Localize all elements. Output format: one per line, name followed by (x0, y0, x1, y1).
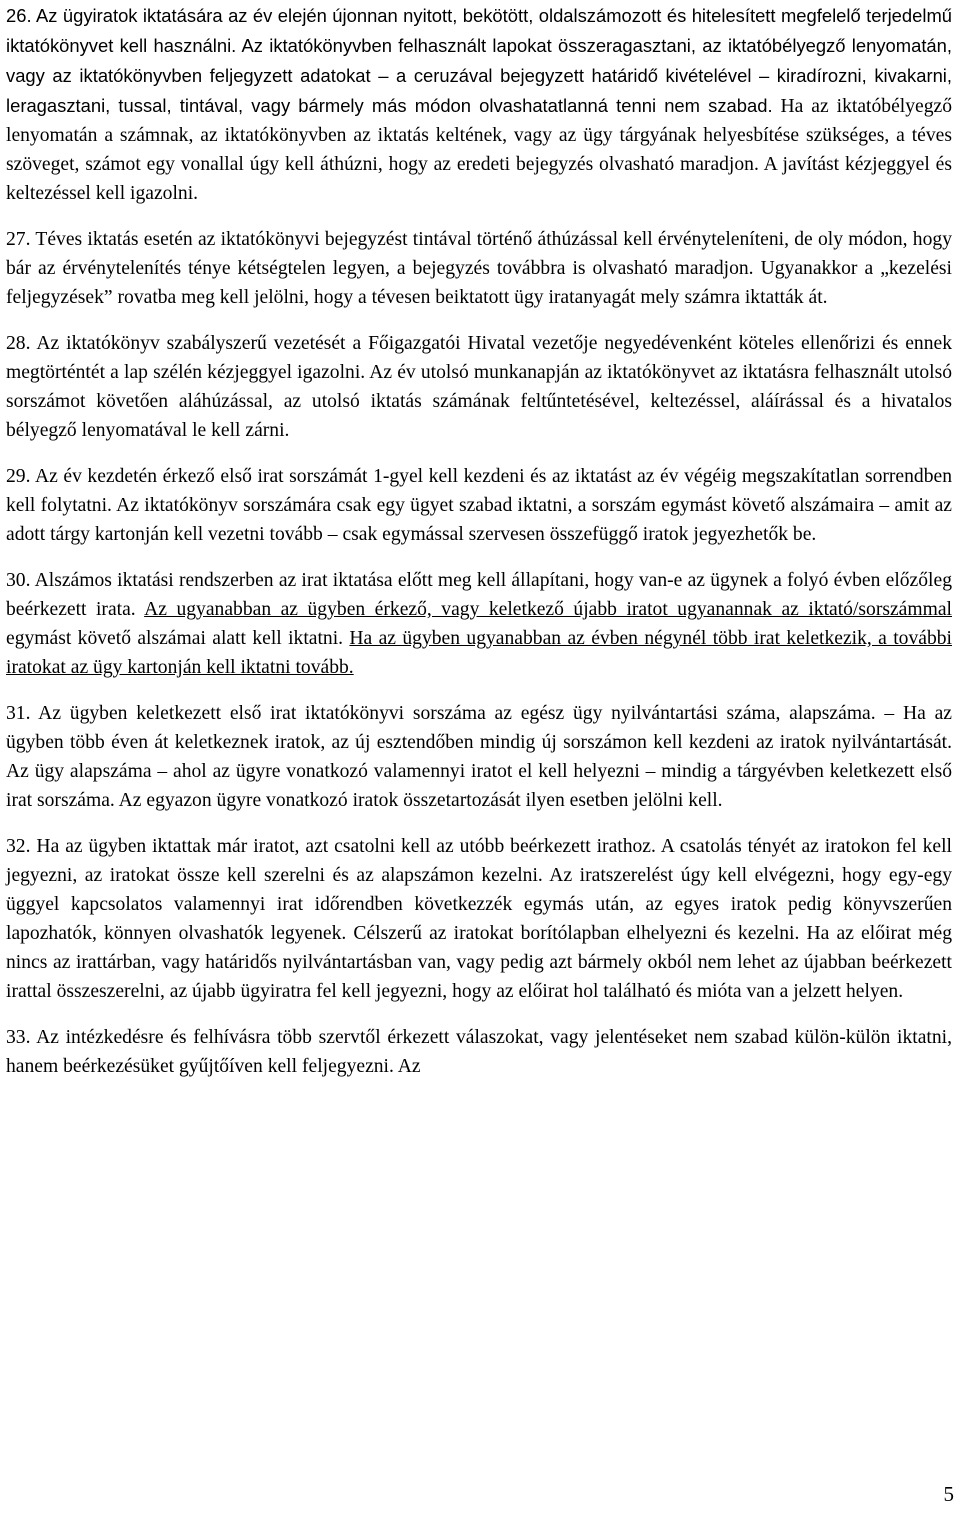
paragraph-26 (6, 1, 952, 208)
paragraph-30-part-3: egymást követő alszámai alatt kell iktatni. (6, 628, 350, 649)
paragraph-27: 27. Téves iktatás esetén az iktatókönyvi bejegyzést tintával történő áthúzással kell érvényteleníteni, de oly módon, hogy bár az érvénytelenítés ténye kétségtelen legyen, a bejegyzés továbbra is olvasható maradjon. Ugyanakkor a „kezelési feljegyzések” rovatba meg kell jelölni, hogy a tévesen beiktatott ügy iratanyagát mely számra iktatták át. (6, 229, 952, 308)
paragraph-30 (6, 566, 952, 682)
paragraph-30-underlined-1: Az ugyanabban az ügyben érkező, vagy keletkező újabb iratot ugyanannak az iktató/sorszámmal (144, 599, 952, 620)
paragraph-30-underlined-2: Ha az ügyben ugyanabban az évben négynél több irat keletkezik, a további iratokat az ügy kartonján kell iktatni tovább. (6, 628, 952, 678)
paragraph-30-part-1: 30. Alszámos iktatási rendszerben az irat iktatása előtt meg kell állapítani, hogy van-e az ügynek a folyó évben előzőleg beérkezett irata. (6, 570, 952, 620)
document-page (6, 0, 952, 1098)
paragraph-32: 32. Ha az ügyben iktattak már iratot, azt csatolni kell az utóbb beérkezett irathoz. A csatolás tényét az iratokon fel kell jegyezni, az iratokat össze kell szerelni és az alapszámon kezelni. Az iratszerelést úgy kell elvégezni, hogy egy-egy üggyel kapcsolatos valamennyi irat időrendben következzék egymás után, az egyes iratok pedig könyvszerűen lapozhatók, könnyen olvashatók legyenek. Célszerű az iratokat borítólapban elhelyezni és kezelni. Ha az előirat még nincs az irattárban, vagy határidős nyilvántartásban van, vagy pedig azt bármely okból nem lehet az újabban beérkezett irattal összeszerelni, az újabb ügyiratra fel kell jegyezni, hogy az előirat hol található és mióta van a jelzett helyen. (6, 836, 952, 1002)
page-number: 5 (943, 1482, 954, 1506)
paragraph-31: 31. Az ügyben keletkezett első irat iktatókönyvi sorszáma az egész ügy nyilvántartási száma, alapszáma. – Ha az ügyben több éven át keletkeznek iratok, az új esztendőben mindig új sorszámon kell kezdeni az iratok nyilvántartását. Az ügy alapszáma – ahol az ügyre vonatkozó valamennyi iratot el kell helyezni – mindig a tárgyévben keletkezett első irat sorszáma. Az egyazon ügyre vonatkozó iratok összetartozását ilyen esetben jelölni kell. (6, 703, 952, 811)
paragraph-28: 28. Az iktatókönyv szabályszerű vezetését a Főigazgatói Hivatal vezetője negyedévenként köteles ellenőrizi és ennek megtörténtét a lap szélén kézjeggyel igazolni. Az év utolsó munkanapján az iktatókönyvet az iktatásra felhasznált utolsó sorszámot követően aláhúzással, az utolsó iktatás számának feltűntetésével, keltezéssel, aláírással és a hivatalos bélyegző lenyomatával le kell zárni. (6, 333, 952, 441)
paragraph-26-serif-text: Ha az iktatóbélyegző lenyomatán a számnak, az iktatókönyvben az iktatás keltének, vagy az ügy tárgyának helyesbítése szükséges, a téves szöveget, számot egy vonallal úgy kell áthúzni, hogy az eredeti bejegyzés olvasható maradjon. A javítást kézjeggyel és keltezéssel kell igazolni. (6, 96, 952, 204)
paragraph-33: 33. Az intézkedésre és felhívásra több szervtől érkezett válaszokat, vagy jelentéseket nem szabad külön-külön iktatni, hanem beérkezésüket gyűjtőíven kell feljegyezni. Az (6, 1027, 952, 1077)
paragraph-26-sans-text: 26. Az ügyiratok iktatására az év elején újonnan nyitott, bekötött, oldalszámozott és hitelesített megfelelő terjedelmű iktatókönyvet kell használni. Az iktatókönyvben felhasznált lapokat összeragasztani, az iktatóbélyegző lenyomatán, vagy az iktatókönyvben feljegyzett adatokat – a ceruzával bejegyzett határidő kivételével – kiradírozni, kivakarni, leragasztani, tussal, tintával, vagy bármely más módon olvashatatlanná tenni nem szabad. (6, 5, 952, 116)
paragraph-29: 29. Az év kezdetén érkező első irat sorszámát 1-gyel kell kezdeni és az iktatást az év végéig megszakítatlan sorrendben kell folytatni. Az iktatókönyv sorszámára csak egy ügyet szabad iktatni, a sorszám egymást követő alszámaira – amit az adott tárgy kartonján kell vezetni tovább – csak egymással szervesen összefüggő iratok jegyezhetők be. (6, 466, 952, 545)
